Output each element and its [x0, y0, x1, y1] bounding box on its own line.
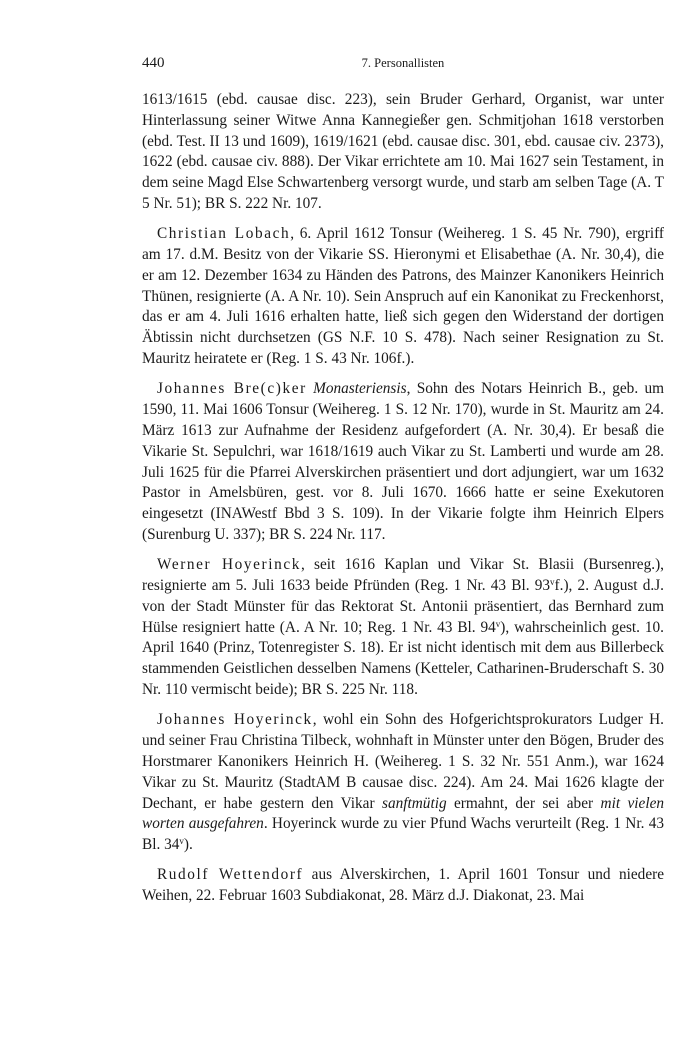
text-segment: , seit 1616 Kaplan und Vikar St. Blasii (Bursenreg.), resignierte am 5. Juli 1633 beide Pfründen (Reg. 1 Nr. 43 Bl. 93	[142, 556, 664, 595]
paragraph-p2	[142, 379, 664, 545]
text-segment: , 6. April 1612 Tonsur (Weihereg. 1 S. 45 Nr. 790), ergriff am 17. d.M. Besitz von der Vikarie SS. Hieronymi et Elisabethae (A. Nr. 30,4), die er am 12. Dezember 1634 zu Händen des Patrons, des Mainzer Kanonikers Heinrich Thünen, resignierte (A. A Nr. 10). Sein Anspruch auf ein Kanonikat zu Freckenhorst, das er am 4. Juli 1616 erhalten hatte, ließ sich gegen den Widerstand der dortigen Äbtissin nicht durchsetzen (GS N.F. 10 S. 478). Nach seiner Resignation zu St. Mauritz heiratete er (Reg. 1 S. 43 Nr. 106f.).	[142, 225, 664, 368]
superscript: v	[550, 577, 555, 588]
text-segment: aus Alverskirchen, 1. April 1601 Tonsur und niedere Weihen, 22. Februar 1603 Subdiakonat, 28. März d.J. Diakonat, 23. Mai	[142, 866, 664, 905]
paragraph-p5	[142, 865, 664, 907]
text-segment: , wohl ein Sohn des Hofgerichtsprokurators Ludger H. und seiner Frau Christina Tilbeck, wohnhaft in Münster unter den Bögen, Bruder des Horstmarer Kanonikers Heinrich H. (Weihereg. 1 S. 32 Nr. 551 Anm.), war 1624 Vikar zu St. Mauritz (StadtAM B causae disc. 224). Am 24. Mai 1626 klagte der Dechant, er habe gestern den Vikar	[142, 711, 664, 812]
text-segment: f.), 2. August d.J. von der Stadt Münster für das Rektorat St. Antonii präsentiert, das Bernhard zum Hülse resigniert hatte (A. A Nr. 10; Reg. 1 Nr. 43 Bl. 94	[142, 577, 664, 636]
text-segment: . Hoyerinck wurde zu vier Pfund Wachs verurteilt (Reg. 1 Nr. 43 Bl. 34	[142, 815, 664, 854]
person-name: Rudolf Wettendorf	[157, 866, 304, 884]
paragraph-p4	[142, 710, 664, 856]
paragraph-p0	[142, 90, 664, 215]
text-segment: ermahnt, der sei aber	[446, 794, 601, 812]
paragraph-p1	[142, 224, 664, 370]
page-number: 440	[142, 55, 165, 71]
page-header	[142, 55, 664, 75]
italic-text: mit vielen worten ausgefahren	[142, 794, 665, 833]
superscript: v	[495, 618, 501, 629]
text-segment: ).	[183, 836, 193, 854]
italic-text: sanftmütig	[382, 794, 447, 812]
text-segment: 1613/1615 (ebd. causae disc. 223), sein Bruder Gerhard, Organist, war unter Hinterlassung seiner Witwe Anna Kannegießer gen. Schmitjohan 1618 verstorben (ebd. Test. II 13 und 1609), 1619/1621 (ebd. causae disc. 301, ebd. causae civ. 2373), 1622 (ebd. causae civ. 888). Der Vikar errichtete am 10. Mai 1627 sein Testament, in dem seine Magd Else Schwartenberg versorgt wurde, und starb am selben Tage (A. T 5 Nr. 51); BR S. 222 Nr. 107.	[142, 91, 664, 212]
text-segment: , Sohn des Notars Heinrich B., geb. um 1590, 11. Mai 1606 Tonsur (Weihereg. 1 S. 12 Nr. 170), wurde in St. Mauritz am 24. März 1613 zur Aufnahme der Residenz aufgefordert (A. Nr. 30,4). Er besaß die Vikarie St. Sepulchri, war 1618/1619 auch Vikar zu St. Lamberti und wurde am 28. Juli 1625 für die Pfarrei Alverskirchen präsentiert und dort adjungiert, war um 1632 Pastor in Amelsbüren, gest. vor 8. Juli 1670. 1666 hatte er seine Exekutoren eingesetzt (INAWestf Bbd 3 S. 109). In der Vikarie folgte ihm Heinrich Elpers (Surenburg U. 337); BR S. 224 Nr. 117.	[142, 380, 664, 543]
person-name: Christian Lobach	[157, 225, 291, 243]
paragraph-p3	[142, 555, 664, 701]
superscript: v	[179, 836, 184, 847]
person-name: Johannes Bre(c)ker	[157, 380, 307, 398]
person-name: Johannes Hoyerinck	[157, 711, 313, 729]
running-title: 7. Personallisten	[361, 56, 445, 70]
person-name: Werner Hoyerinck	[157, 556, 301, 574]
italic-text: Monasteriensis	[313, 380, 407, 398]
body-text	[142, 90, 664, 916]
text-segment: ), wahrscheinlich gest. 10. April 1640 (Prinz, Totenregister S. 18). Er ist nicht identisch mit dem aus Billerbeck stammenden Geistlichen desselben Namens (Ketteler, Catharinen-Bruderschaft S. 30 Nr. 110 vermischt beide); BR S. 225 Nr. 118.	[142, 618, 665, 699]
